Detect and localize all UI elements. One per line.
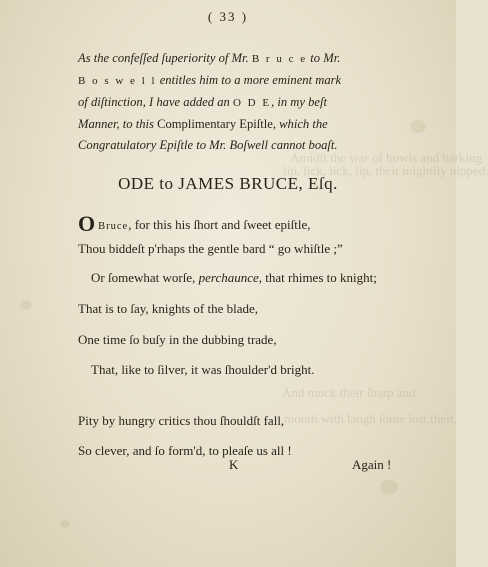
preface-text: Congratulatory Epiſtle to Mr. Boſwell cannot boaſt.	[78, 138, 338, 152]
page-number: ( 33 )	[207, 9, 249, 24]
preface-text: of diſtinction, I have added an	[78, 95, 233, 109]
foxing-spot	[60, 520, 70, 528]
epistle-title: Complimentary Epiſtle	[157, 117, 273, 131]
name-bruce: B r u c e	[251, 53, 308, 65]
verse-line-4: That is to ſay, knights of the blade,	[78, 301, 259, 316]
verse-line-8: So clever, and ſo form'd, to pleaſe us all !	[78, 443, 292, 458]
verse-line-5: One time ſo buſy in the dubbing trade,	[78, 332, 277, 347]
preface-text: , which the	[272, 117, 328, 131]
bleed-through-line: lip, lick, lick, lip, their mightily nipped.	[283, 163, 488, 178]
foxing-spot	[380, 480, 398, 494]
verse-line-2: Thou biddeſt p'rhaps the gentle bard “ go whiſtle ;”	[78, 241, 343, 256]
word-perchaunce: perchaunce	[198, 270, 259, 285]
ode-title: ODE to JAMES BRUCE, Eſq.	[118, 174, 338, 193]
bleed-through-line: Amidſt the war of howls and barking	[290, 150, 483, 165]
preface-text: entitles him to a more eminent mark	[156, 73, 342, 87]
verse-text: Or ſomewhat worſe,	[91, 270, 199, 285]
verse-line-7: Pity by hungry critics thou ſhouldſt fall,	[78, 413, 285, 428]
signature-mark: K	[229, 457, 239, 472]
bleed-through-line: mouth with laugh ſome lost their,	[284, 411, 457, 426]
preface-text: Manner, to this	[78, 117, 158, 131]
catchword: Again !	[352, 457, 392, 472]
name-boswell: B o s w e l l	[78, 75, 157, 87]
verse-text: , that rhimes to knight;	[258, 270, 377, 285]
foxing-spot	[410, 120, 426, 133]
name-bruce-smallcaps: Bruce	[98, 221, 129, 232]
verse-line-6: That, like to ſilver, it was ſhoulder'd bright.	[91, 362, 315, 377]
foxing-spot	[20, 300, 32, 310]
preface-text: , in my beſt	[271, 95, 328, 109]
bleed-through-line: And mock their ſharp and	[282, 385, 416, 400]
preface-text: As the confeſſed ſuperiority of Mr.	[78, 51, 252, 65]
preface-paragraph	[78, 48, 390, 156]
verse-line-3	[91, 270, 377, 286]
drop-cap: O	[78, 211, 96, 236]
verse-line-1	[78, 211, 311, 237]
word-ode: O D E	[232, 97, 272, 109]
preface-text: to Mr.	[307, 51, 341, 65]
verse-text: , for this his ſhort and ſweet epiſtle,	[128, 217, 311, 232]
